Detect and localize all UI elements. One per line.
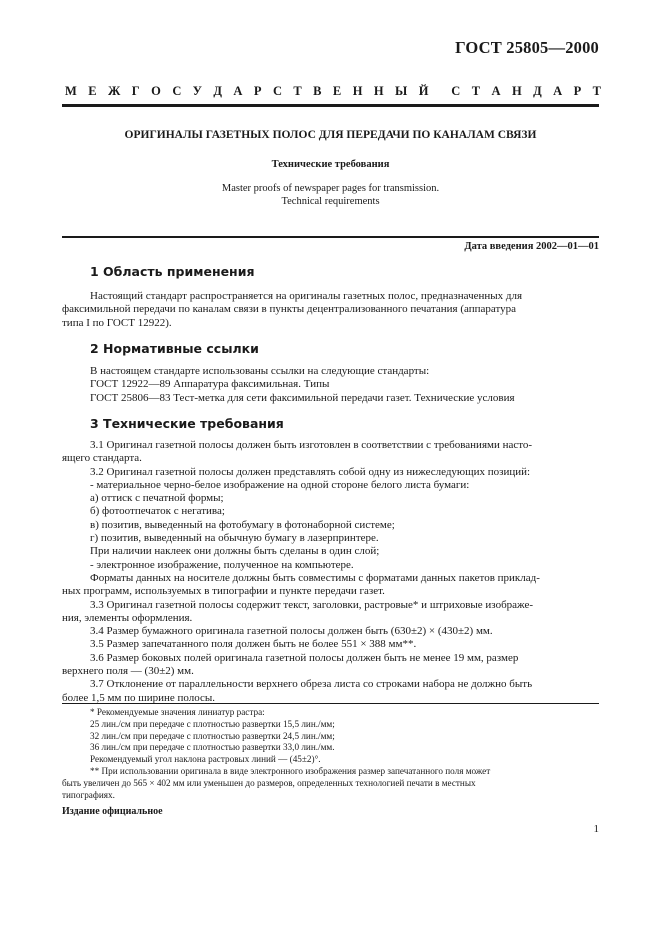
text-line: ГОСТ 25806—83 Тест-метка для сети факсимильной передачи газет. Технические условия <box>90 391 515 404</box>
english-title <box>62 182 599 208</box>
text-line: - электронное изображение, полученное на компьютере. <box>90 558 354 571</box>
footnote-line: Рекомендуемый угол наклона растровых линий — (45±2)°. <box>90 754 321 765</box>
text-line: В настоящем стандарте использованы ссылки на следующие стандарты: <box>90 365 430 377</box>
footnote-line: ** При использовании оригинала в виде электронного изображения размер запечатанного поля может <box>90 765 491 776</box>
top-rule <box>62 104 599 107</box>
banner-letter: Н <box>352 84 363 98</box>
text-line: Настоящий стандарт распространяется на оригиналы газетных полос, предназначенных для <box>90 290 523 302</box>
text-line: более 1,5 мм по ширине полосы. <box>62 691 216 704</box>
text-line: - материальное черно-белое изображение на одной стороне белого листа бумаги: <box>90 478 470 491</box>
text-line: типа I по ГОСТ 12922). <box>62 316 172 329</box>
banner-letter: М <box>65 84 77 98</box>
section-3-heading: 3 Технические требования <box>90 416 284 431</box>
section-2-text <box>62 365 599 405</box>
text-line: 3.5 Размер запечатанного поля должен быть не более 551 × 388 мм**. <box>90 638 417 651</box>
footnote-line: типографиях. <box>62 789 115 800</box>
document-title: ОРИГИНАЛЫ ГАЗЕТНЫХ ПОЛОС ДЛЯ ПЕРЕДАЧИ ПО КАНАЛАМ СВЯЗИ <box>124 129 537 141</box>
banner-letter: Т <box>293 84 302 98</box>
introduction-date: Дата введения 2002—01—01 <box>464 241 599 252</box>
text-line: При наличии наклеек они должны быть сделаны в один слой; <box>90 545 380 558</box>
banner-letter: Д <box>533 84 542 98</box>
banner-letter: Р <box>253 84 262 98</box>
banner-letter: А <box>553 84 563 98</box>
banner-letter: Н <box>373 84 384 98</box>
banner-letter: Е <box>332 84 342 98</box>
banner-letter: Ж <box>108 84 121 98</box>
english-title-line: Master proofs of newspaper pages for transmission. <box>221 183 440 194</box>
text-line: 3.1 Оригинал газетной полосы должен быть изготовлен в соответствии с требованиями насто- <box>90 439 533 451</box>
footnote-line: 36 лин./см при передаче с плотностью развертки 33,0 лин./мм. <box>90 742 335 753</box>
footnote-line: 25 лин./см при передаче с плотностью развертки 15,5 лин./мм; <box>90 718 335 729</box>
text-line: ния, элементы оформления. <box>62 611 193 624</box>
banner-letter: О <box>151 84 161 98</box>
banner-letter: Р <box>573 84 582 98</box>
footnote-rule <box>62 703 599 704</box>
text-line: 3.3 Оригинал газетной полосы содержит текст, заголовки, растровые* и штриховые изображе- <box>90 598 534 611</box>
banner-letter: С <box>172 84 182 98</box>
banner-letter: А <box>491 84 501 98</box>
text-line: г) позитив, выведенный на обычную бумагу в лазерпринтере. <box>90 532 379 545</box>
banner-letter: Т <box>592 84 601 98</box>
text-line: б) фотоотпечаток с негатива; <box>90 505 225 518</box>
banner-letter: А <box>233 84 243 98</box>
banner-letter: Н <box>511 84 522 98</box>
banner-letter: Й <box>418 84 429 98</box>
banner-letter: С <box>451 84 461 98</box>
banner-letter: Т <box>471 84 481 98</box>
banner-letter: В <box>313 84 322 98</box>
title-rule <box>62 236 599 238</box>
footnote-line: 32 лин./см при передаче с плотностью развертки 24,5 лин./мм; <box>90 730 335 741</box>
footnotes <box>62 707 599 801</box>
section-1-text <box>62 290 599 330</box>
footnote-line: * Рекомендуемые значения линиатур растра: <box>90 707 265 717</box>
interstate-standard-banner <box>65 84 601 99</box>
footnote-line: быть увеличен до 565 × 402 мм или уменьшен до размеров, определенных технологией печати в местных <box>62 777 476 788</box>
document-subtitle: Технические требования <box>271 159 390 170</box>
section-1-heading: 1 Область применения <box>90 264 255 279</box>
text-line: 3.4 Размер бумажного оригинала газетной полосы должен быть (630±2) × (430±2) мм. <box>90 625 493 638</box>
text-line: ных программ, используемых в типографии и пункте передачи газет. <box>62 585 385 598</box>
official-edition-label: Издание официальное <box>62 806 163 817</box>
english-title-line: Technical requirements <box>281 196 380 207</box>
text-line: в) позитив, выведенный на фотобумагу в фотонаборной системе; <box>90 518 395 531</box>
banner-letter: С <box>272 84 282 98</box>
section-2-heading: 2 Нормативные ссылки <box>90 341 259 356</box>
banner-letter: Е <box>88 84 97 98</box>
text-line: ящего стандарта. <box>62 452 142 465</box>
banner-letter: Д <box>213 84 222 98</box>
banner-letter: Г <box>131 84 140 98</box>
page-number: 1 <box>593 823 599 835</box>
text-line: 3.7 Отклонение от параллельности верхнего обреза листа со строками набора не должно быть <box>90 678 533 691</box>
text-line: верхнего поля — (30±2) мм. <box>62 665 194 678</box>
banner-letter: У <box>192 84 202 98</box>
text-line: 3.2 Оригинал газетной полосы должен представлять собой одну из нижеследующих позиций: <box>90 465 531 478</box>
section-3-text <box>62 439 599 705</box>
text-line: а) оттиск с печатной формы; <box>90 492 224 505</box>
standard-code: ГОСТ 25805—2000 <box>455 38 599 57</box>
text-line: 3.6 Размер боковых полей оригинала газетной полосы должен быть не менее 19 мм, размер <box>90 651 519 664</box>
banner-letter: Ы <box>395 84 408 98</box>
text-line: ГОСТ 12922—89 Аппаратура факсимильная. Типы <box>90 378 330 391</box>
text-line: Форматы данных на носителе должны быть совместимы с форматами данных пакетов приклад- <box>90 571 540 584</box>
text-line: факсимильной передачи по каналам связи в пункты децентрализованного печатания (аппаратура <box>62 303 517 316</box>
